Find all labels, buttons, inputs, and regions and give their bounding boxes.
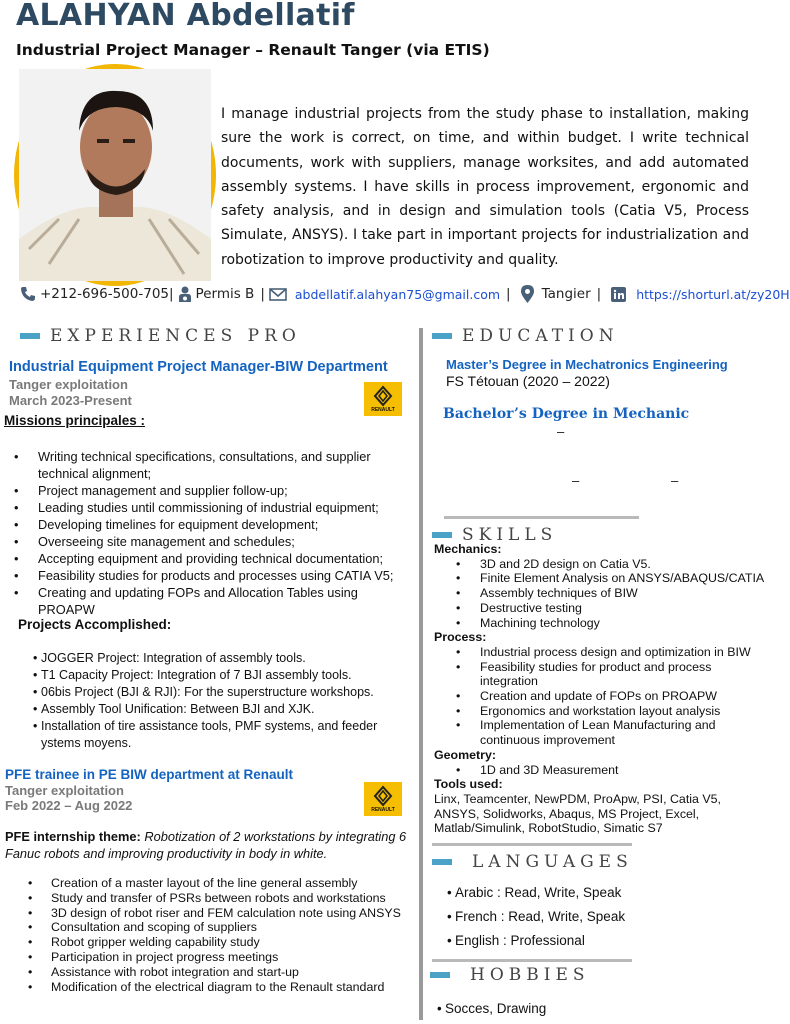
skill-item: • Creation and update of FOPs on PROAPW <box>434 689 768 704</box>
skill-item: • Finite Element Analysis on ANSYS/ABAQUS/CATIA <box>434 571 768 586</box>
skills-mechanics-list <box>434 557 768 631</box>
mission-item: • Accepting equipment and providing technical documentation; <box>0 550 400 567</box>
contact-separator: | <box>506 286 511 302</box>
pfe-tasks-list <box>0 876 414 994</box>
experiences-heading <box>20 326 301 346</box>
section-underline <box>444 516 639 519</box>
email-icon <box>269 288 287 301</box>
contact-separator: | <box>260 286 265 302</box>
skills-tools-label: Tools used: <box>434 777 503 792</box>
pfe-theme <box>5 828 419 862</box>
skill-item: • 3D and 2D design on Catia V5. <box>434 557 768 572</box>
degree-master: Master’s Degree in Mechatronics Engineering <box>446 357 728 372</box>
contact-email-link[interactable]: abdellatif.alahyan75@gmail.com <box>294 286 501 302</box>
projects-list <box>0 650 400 752</box>
section-marker <box>432 859 452 865</box>
section-marker <box>430 972 450 978</box>
cv-subtitle: Industrial Project Manager – Renault Tanger (via ETIS) <box>16 41 490 59</box>
job1-dates: March 2023-Present <box>9 393 132 408</box>
skills-mechanics-label: Mechanics: <box>434 542 502 556</box>
skills-geometry-label: Geometry: <box>434 747 496 762</box>
skills-geometry-list <box>434 763 768 778</box>
skill-item: • Ergonomics and workstation layout analysis <box>434 704 768 719</box>
pfe-task-item: • Creation of a master layout of the line general assembly <box>0 876 414 891</box>
pfe-task-item: • Assistance with robot integration and start-up <box>0 965 414 980</box>
skill-item: • Destructive testing <box>434 601 768 616</box>
education-dash: – <box>671 473 679 488</box>
mission-item: • Writing technical specifications, consultations, and supplier technical alignment; <box>0 448 400 482</box>
section-underline <box>432 959 632 962</box>
renault-logo <box>364 382 402 416</box>
pfe-task-item: • 3D design of robot riser and FEM calculation note using ANSYS <box>0 906 414 921</box>
column-divider <box>419 328 423 1020</box>
degree-bachelor: Bachelor’s Degree in Mechanic <box>443 406 690 422</box>
languages-title: LANGUAGES <box>472 852 633 872</box>
profile-summary: I manage industrial projects from the study phase to installation, making sure the work is correct, on time, and within budget. I write technical documents, work with suppliers, manage worksites, and add automated assembly systems. I have skills in process improvement, ergonomic and safety analysis, and in design and simulation tools (Catia V5, Process Simulate, ANSYS). I take part in important projects for industrialization and robotization to improve productivity and quality. <box>221 106 749 268</box>
languages-heading <box>432 852 633 872</box>
project-item: • Installation of tire assistance tools, PMF systems, and feeder ystems moyens. <box>0 718 400 752</box>
education-dash: – <box>557 424 565 439</box>
project-item: • JOGGER Project: Integration of assembly tools. <box>0 650 400 667</box>
skills-process-list <box>434 645 768 748</box>
job2-place: Tanger exploitation <box>5 783 124 798</box>
section-marker <box>432 333 452 339</box>
missions-label: Missions principales : <box>4 413 146 428</box>
pfe-theme-label: PFE internship theme: <box>5 829 141 844</box>
pfe-task-item: • Robot gripper welding capability study <box>0 935 414 950</box>
skills-block <box>434 542 768 836</box>
missions-list <box>0 448 400 618</box>
pfe-task-item: • Modification of the electrical diagram to the Renault standard <box>0 980 414 995</box>
profile-photo <box>14 64 216 286</box>
skill-item: • Feasibility studies for product and process integration <box>434 660 768 689</box>
skills-title: SKILLS <box>462 525 558 545</box>
contact-city: Tangier <box>541 286 591 302</box>
skill-item: • Industrial process design and optimization in BIW <box>434 645 768 660</box>
contact-bar <box>16 285 790 303</box>
cv-name: ALAHYAN Abdellatif <box>16 0 355 33</box>
renault-logo <box>364 782 402 816</box>
language-item: • Arabic : Read, Write, Speak <box>436 881 736 905</box>
section-marker <box>432 532 452 538</box>
pfe-task-item: • Study and transfer of PSRs between robots and workstations <box>0 891 414 906</box>
languages-list <box>436 881 736 953</box>
job2-title: PFE trainee in PE BIW department at Renault <box>5 767 294 782</box>
skill-item: • Machining technology <box>434 616 768 631</box>
mission-item: • Feasibility studies for products and processes using CATIA V5; <box>0 567 400 584</box>
language-item: • French : Read, Write, Speak <box>436 905 736 929</box>
mission-item: • Overseeing site management and schedules; <box>0 533 400 550</box>
skills-tools-text: Linx, Teamcenter, NewPDM, ProApw, PSI, Catia V5, ANSYS, Solidworks, Abaqus, MS Project, Excel, Matlab/Simulink, RobotStudio, Simatic S7 <box>434 791 721 836</box>
skills-process-label: Process: <box>434 630 487 645</box>
section-marker <box>20 333 40 339</box>
contact-phone: +212-696-500-705| <box>40 286 174 302</box>
renault-logo-label: RENAULT <box>371 406 395 413</box>
mission-item: • Developing timelines for equipment development; <box>0 516 400 533</box>
pfe-theme-text: Robotization of 2 workstations by integrating 6 Fanuc robots and improving productivity in body in white. <box>5 829 407 861</box>
mission-item: • Leading studies until commissioning of industrial equipment; <box>0 499 400 516</box>
project-item: • T1 Capacity Project: Integration of 7 BJI assembly tools. <box>0 667 400 684</box>
pfe-task-item: • Participation in project progress meetings <box>0 950 414 965</box>
renault-diamond-icon <box>374 786 392 806</box>
education-heading <box>432 326 619 346</box>
profile-portrait-image <box>19 69 211 281</box>
hobbies-heading <box>430 965 590 985</box>
linkedin-icon <box>611 287 626 302</box>
project-item: • 06bis Project (BJI & RJI): For the superstructure workshops. <box>0 684 400 701</box>
mission-item: • Project management and supplier follow-up; <box>0 482 400 499</box>
school-master: FS Tétouan (2020 – 2022) <box>446 373 610 389</box>
mission-item: • Creating and updating FOPs and Allocation Tables using PROAPW <box>0 584 400 618</box>
skill-item: • Implementation of Lean Manufacturing and continuous improvement <box>434 718 768 747</box>
location-pin-icon <box>521 285 534 303</box>
experiences-title: EXPERIENCES PRO <box>50 326 301 346</box>
skill-item: • 1D and 3D Measurement <box>434 763 768 778</box>
language-item: • English : Professional <box>436 929 736 953</box>
job2-dates: Feb 2022 – Aug 2022 <box>5 798 133 813</box>
projects-label: Projects Accomplished: <box>18 617 172 632</box>
hobbies-list <box>426 997 726 1021</box>
section-underline <box>432 843 632 846</box>
contact-license: Permis B <box>195 286 255 302</box>
contact-link[interactable]: https://shorturl.at/zy20H <box>636 286 790 302</box>
contact-separator: | <box>596 286 602 302</box>
renault-logo-label: RENAULT <box>371 806 395 813</box>
education-title: EDUCATION <box>462 326 619 346</box>
project-item: • Assembly Tool Unification: Between BJI and XJK. <box>0 701 400 718</box>
hobby-item: • Socces, Drawing <box>426 997 726 1021</box>
job1-place: Tanger exploitation <box>9 377 128 392</box>
job1-title: Industrial Equipment Project Manager-BIW Department <box>9 359 388 375</box>
renault-diamond-icon <box>374 386 392 406</box>
education-dash: – <box>572 473 580 488</box>
pfe-task-item: • Consultation and scoping of suppliers <box>0 920 414 935</box>
skill-item: • Assembly techniques of BIW <box>434 586 768 601</box>
hobbies-title: HOBBIES <box>470 965 590 985</box>
phone-icon <box>20 286 36 302</box>
driver-icon <box>178 286 192 302</box>
